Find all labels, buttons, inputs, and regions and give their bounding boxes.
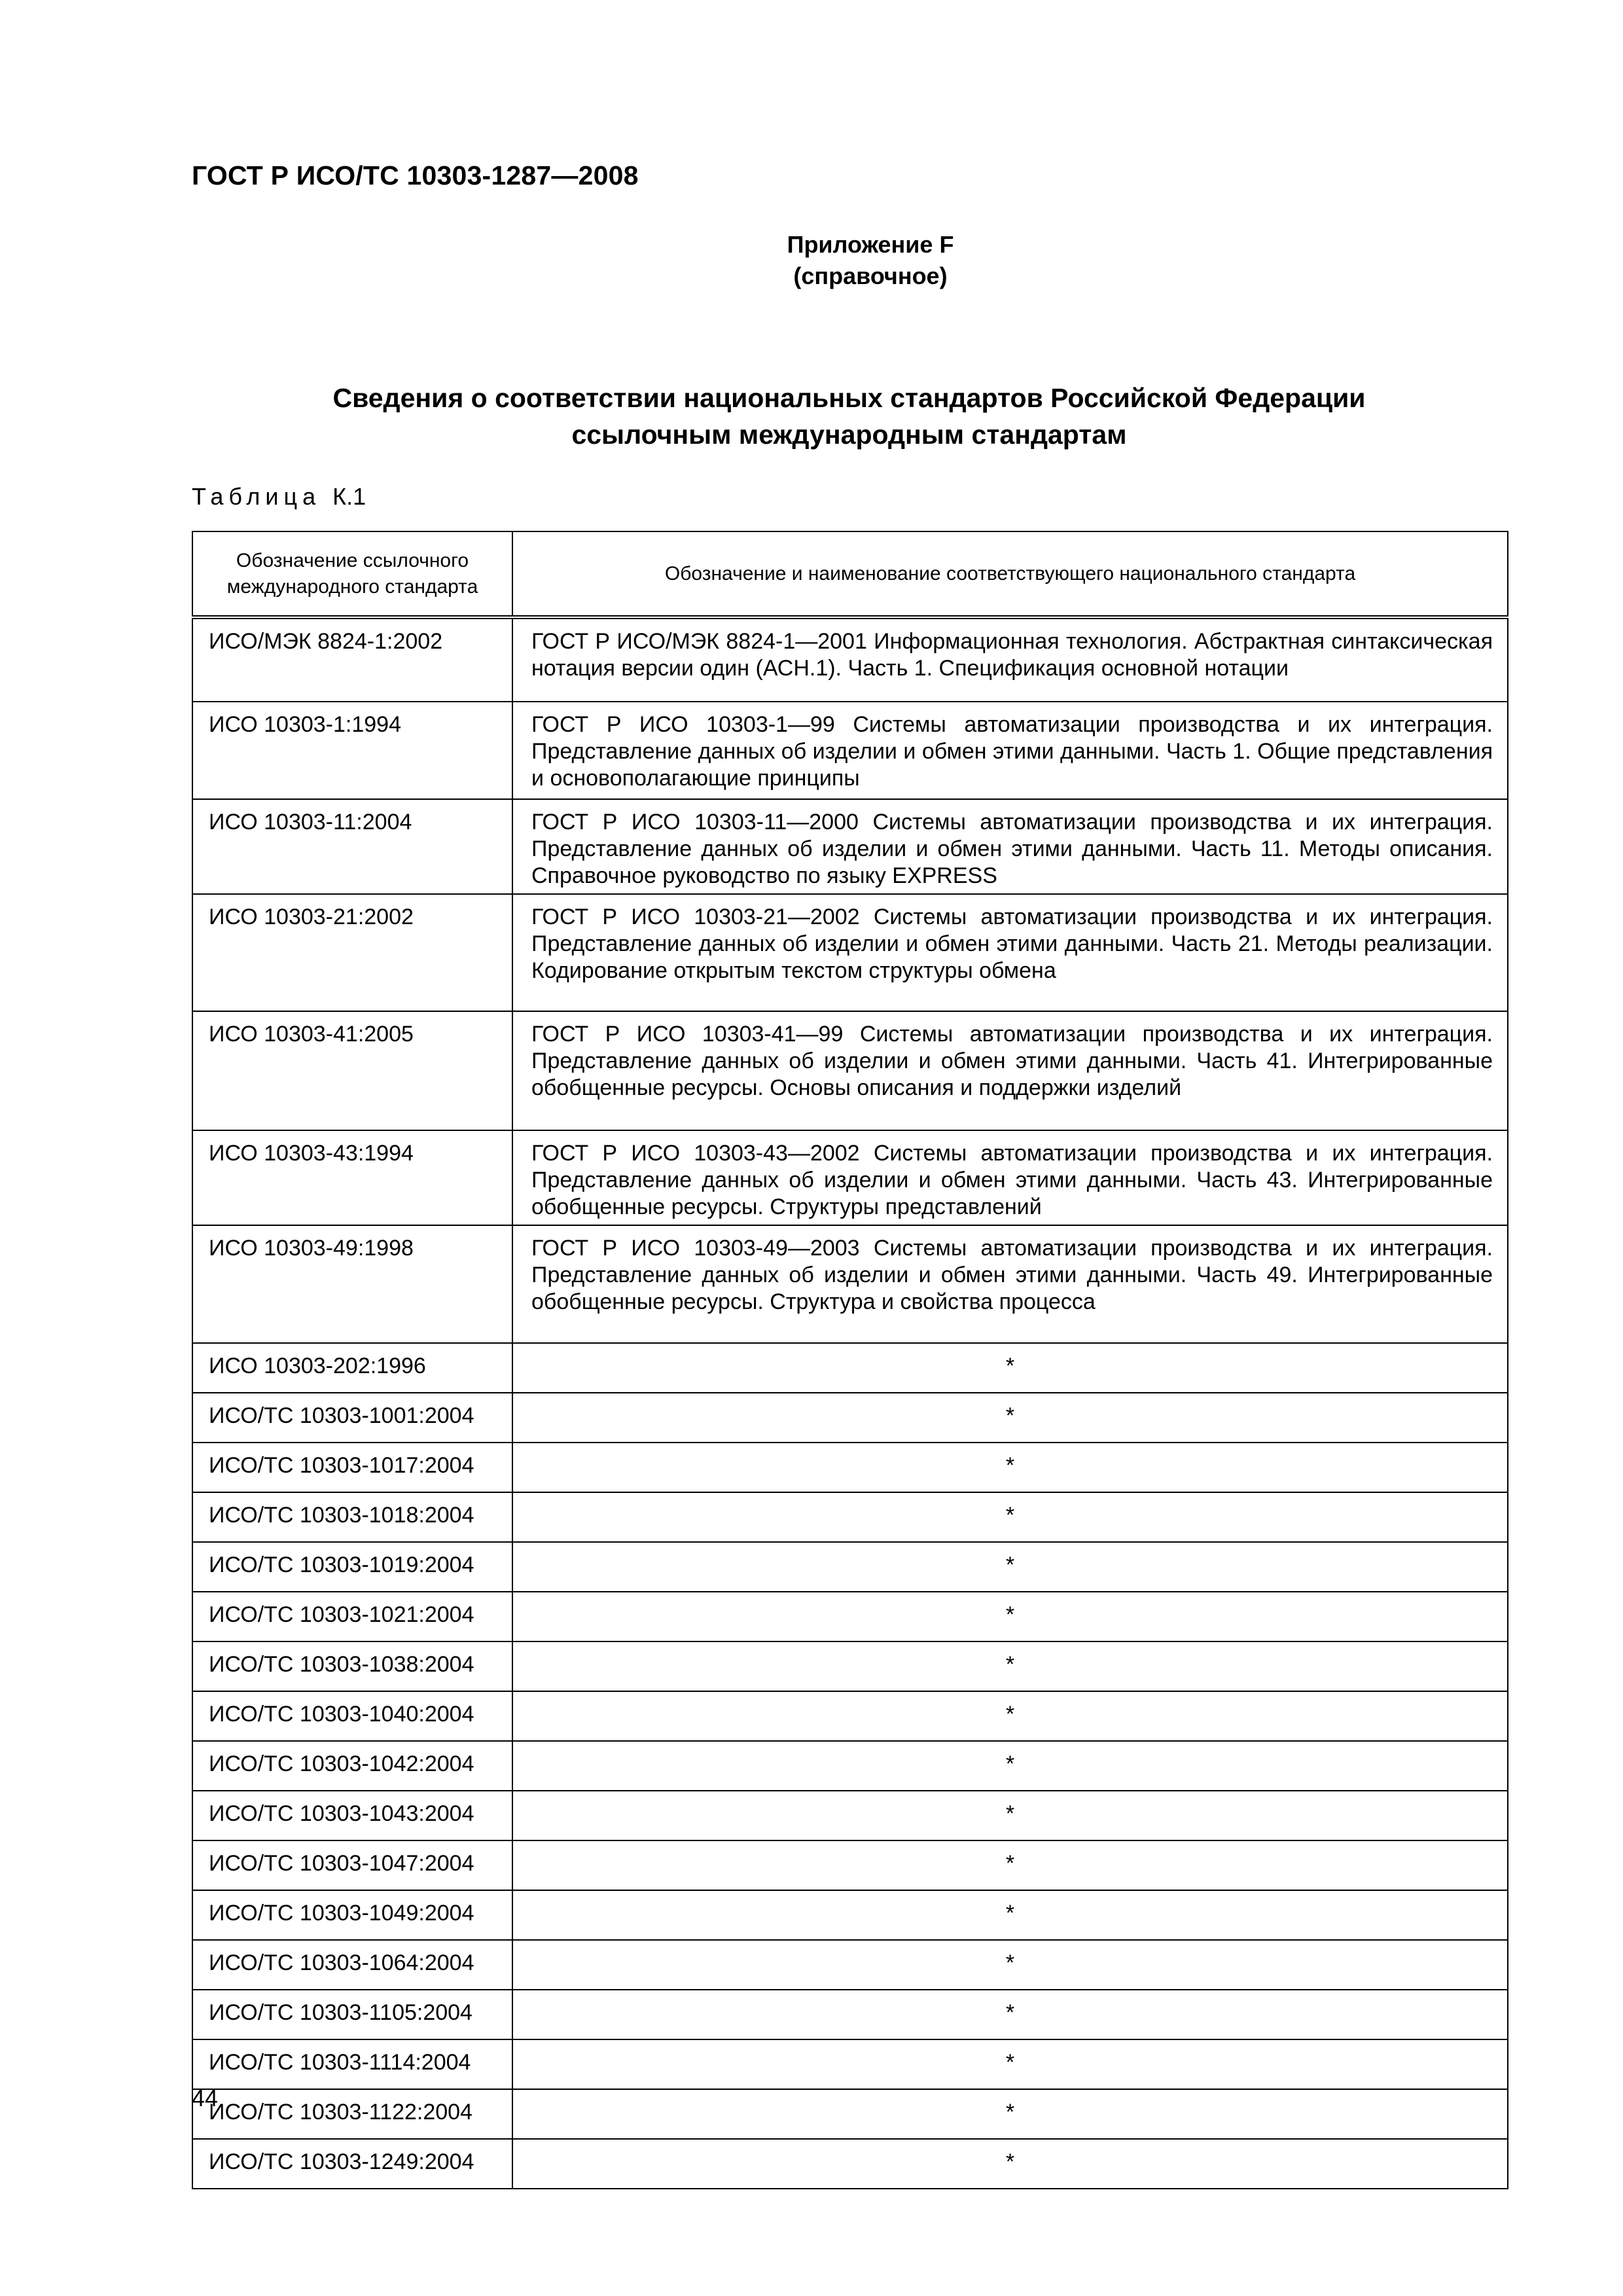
table-body [192,617,1508,2189]
document-code: ГОСТ Р ИСО/ТС 10303-1287—2008 [192,160,639,190]
table-row [192,1791,1508,1840]
international-standard-code: ИСО 10303-202:1996 [192,1343,512,1393]
annex-type: (справочное) [793,262,948,289]
page-title [192,380,1507,453]
table-header-row [192,531,1508,617]
table-row [192,1940,1508,1990]
international-standard-code: ИСО/ТС 10303-1047:2004 [192,1840,512,1890]
annex-label: Приложение F [787,231,954,258]
column-header-international-label: Обозначение ссылочного международного стандарта [226,549,478,598]
table-row [192,1225,1508,1343]
table-row [192,1840,1508,1890]
table-row [192,1542,1508,1592]
national-standard-name: * [512,1542,1508,1592]
national-standard-name: ГОСТ Р ИСО 10303-11—2000 Системы автоматизации производства и их интеграция. Представление данных об изделии и обмен этими данными. Часть 11. Методы описания. Справочное руководство по языку EXPRESS [512,799,1508,894]
national-standard-name: * [512,2039,1508,2089]
international-standard-code: ИСО/ТС 10303-1017:2004 [192,1443,512,1492]
national-standard-name: * [512,1741,1508,1791]
national-standard-name: ГОСТ Р ИСО 10303-1—99 Системы автоматизации производства и их интеграция. Представление данных об изделии и обмен этими данными. Часть 1. Общие представления и основополагающие принципы [512,702,1508,799]
international-standard-code: ИСО/ТС 10303-1019:2004 [192,1542,512,1592]
table-row [192,1343,1508,1393]
annex-heading [740,229,1001,292]
national-standard-name: * [512,1940,1508,1990]
national-standard-name: * [512,1343,1508,1393]
national-standard-name: ГОСТ Р ИСО/МЭК 8824-1—2001 Информационная технология. Абстрактная синтаксическая нотация версии один (АСН.1). Часть 1. Спецификация основной нотации [512,617,1508,702]
table-row [192,2039,1508,2089]
national-standard-name: * [512,2139,1508,2189]
column-header-international [192,531,512,617]
table-row [192,702,1508,799]
international-standard-code: ИСО/ТС 10303-1042:2004 [192,1741,512,1791]
national-standard-name: * [512,1691,1508,1741]
national-standard-name: * [512,1443,1508,1492]
standards-correspondence-table [192,531,1508,2189]
table-row [192,1990,1508,2039]
international-standard-code: ИСО/ТС 10303-1114:2004 [192,2039,512,2089]
international-standard-code: ИСО/ТС 10303-1001:2004 [192,1393,512,1443]
title-line-1: Сведения о соответствии национальных стандартов Российской Федерации [332,383,1366,413]
national-standard-name: * [512,1393,1508,1443]
table-row [192,1592,1508,1641]
international-standard-code: ИСО 10303-49:1998 [192,1225,512,1343]
international-standard-code: ИСО/ТС 10303-1064:2004 [192,1940,512,1990]
table-row [192,799,1508,894]
table-row [192,1691,1508,1741]
table-header [192,531,1508,617]
national-standard-name: ГОСТ Р ИСО 10303-21—2002 Системы автоматизации производства и их интеграция. Представление данных об изделии и обмен этими данными. Часть 21. Методы реализации. Кодирование открытым текстом структуры обмена [512,894,1508,1011]
table-row [192,1890,1508,1940]
national-standard-name: ГОСТ Р ИСО 10303-41—99 Системы автоматизации производства и их интеграция. Представление данных об изделии и обмен этими данными. Часть 41. Интегрированные обобщенные ресурсы. Основы описания и поддержки изделий [512,1011,1508,1130]
column-header-national-label: Обозначение и наименование соответствующего национального стандарта [664,562,1356,584]
national-standard-name: * [512,2089,1508,2139]
international-standard-code: ИСО/ТС 10303-1040:2004 [192,1691,512,1741]
table-row [192,1641,1508,1691]
national-standard-name: * [512,1791,1508,1840]
column-header-national [512,531,1508,617]
national-standard-name: ГОСТ Р ИСО 10303-43—2002 Системы автоматизации производства и их интеграция. Представление данных об изделии и обмен этими данными. Часть 43. Интегрированные обобщенные ресурсы. Структуры представлений [512,1130,1508,1225]
national-standard-name: * [512,1890,1508,1940]
international-standard-code: ИСО 10303-1:1994 [192,702,512,799]
international-standard-code: ИСО 10303-41:2005 [192,1011,512,1130]
table-caption [192,483,366,511]
international-standard-code: ИСО/ТС 10303-1049:2004 [192,1890,512,1940]
national-standard-name: * [512,1840,1508,1890]
national-standard-name: * [512,1492,1508,1542]
international-standard-code: ИСО/ТС 10303-1043:2004 [192,1791,512,1840]
international-standard-code: ИСО/ТС 10303-1122:2004 [192,2089,512,2139]
table-row [192,2139,1508,2189]
table-row [192,1492,1508,1542]
national-standard-name: * [512,1990,1508,2039]
international-standard-code: ИСО/МЭК 8824-1:2002 [192,617,512,702]
international-standard-code: ИСО 10303-43:1994 [192,1130,512,1225]
table-row [192,2089,1508,2139]
national-standard-name: * [512,1641,1508,1691]
international-standard-code: ИСО/ТС 10303-1021:2004 [192,1592,512,1641]
international-standard-code: ИСО/ТС 10303-1018:2004 [192,1492,512,1542]
table-row [192,1393,1508,1443]
national-standard-name: ГОСТ Р ИСО 10303-49—2003 Системы автоматизации производства и их интеграция. Представление данных об изделии и обмен этими данными. Часть 49. Интегрированные обобщенные ресурсы. Структура и свойства процесса [512,1225,1508,1343]
international-standard-code: ИСО/ТС 10303-1105:2004 [192,1990,512,2039]
table-row [192,894,1508,1011]
table-row [192,1741,1508,1791]
table-row [192,1443,1508,1492]
title-line-2: ссылочным международным стандартам [571,420,1127,450]
table-caption-number: К.1 [332,483,366,510]
national-standard-name: * [512,1592,1508,1641]
international-standard-code: ИСО 10303-21:2002 [192,894,512,1011]
international-standard-code: ИСО 10303-11:2004 [192,799,512,894]
table-row [192,617,1508,702]
table-row [192,1011,1508,1130]
table-row [192,1130,1508,1225]
page-number: 44 [192,2085,219,2111]
table-caption-word: Таблица [192,483,321,510]
international-standard-code: ИСО/ТС 10303-1038:2004 [192,1641,512,1691]
international-standard-code: ИСО/ТС 10303-1249:2004 [192,2139,512,2189]
